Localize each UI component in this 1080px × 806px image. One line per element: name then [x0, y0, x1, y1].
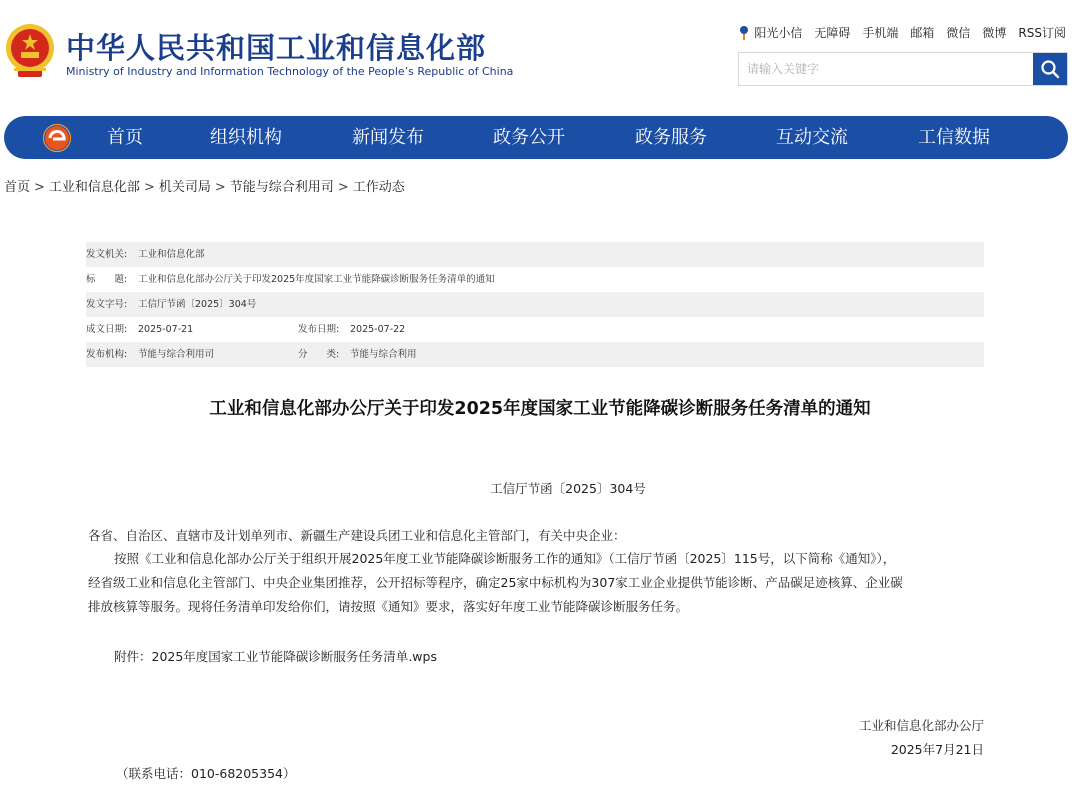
info-label: 发布日期: [298, 324, 340, 335]
breadcrumb-item[interactable]: 机关司局 [158, 180, 211, 195]
breadcrumb-separator: > [34, 180, 45, 195]
nav-gov-services[interactable]: 政务服务 [635, 127, 707, 148]
nav-interaction[interactable]: 互动交流 [776, 127, 848, 148]
breadcrumb-item[interactable]: 首页 [4, 180, 31, 195]
info-value: 工信厅节函〔2025〕304号 [138, 299, 257, 310]
info-value: 2025-07-21 [138, 324, 194, 335]
nav-data[interactable]: 工信数据 [918, 127, 990, 148]
breadcrumb-separator: > [214, 180, 226, 195]
toplink-mobile[interactable]: 手机端 [862, 26, 899, 40]
article-paragraph [88, 547, 988, 619]
toplink-email[interactable]: 邮箱 [910, 26, 935, 40]
main-nav [4, 116, 1068, 159]
paragraph-line: 排放核算等服务。现将任务清单印发给你们，请按照《通知》要求，落实好年度工业节能降碳诊断服务任务。 [88, 599, 689, 614]
toplink-label: 阳光小信 [754, 26, 803, 40]
sunshine-icon [738, 25, 750, 41]
signature-date: 2025年7月21日 [890, 742, 984, 757]
info-row-org [86, 342, 984, 367]
info-label: 发文字号: [86, 299, 128, 310]
paragraph-line: 按照《工业和信息化部办公厅关于组织开展2025年度工业节能降碳诊断服务工作的通知》（工信厅节函〔2025〕115号，以下简称《通知》）， [114, 551, 896, 566]
toplink-sunshine[interactable] [738, 24, 802, 41]
info-label: 成文日期: [86, 324, 128, 335]
document-info-table [86, 242, 984, 367]
info-value: 节能与综合利用 [350, 349, 417, 360]
info-row-title [86, 267, 984, 292]
info-value: 工业和信息化部办公厅关于印发2025年度国家工业节能降碳诊断服务任务清单的通知 [138, 274, 495, 285]
info-row-issuer [86, 242, 984, 267]
breadcrumb-item[interactable]: 工业和信息化部 [48, 180, 140, 195]
toplink-rss[interactable]: RSS订阅 [1018, 26, 1066, 40]
search-button[interactable] [1033, 53, 1067, 85]
nav-home[interactable]: 首页 [107, 127, 143, 148]
toplink-accessibility[interactable]: 无障碍 [814, 26, 851, 40]
info-label: 标 题: [86, 274, 128, 285]
info-row-docno [86, 292, 984, 317]
search-input[interactable] [739, 53, 1033, 85]
attachment-link[interactable]: 附件：2025年度国家工业节能降碳诊断服务任务清单.wps [114, 649, 437, 664]
info-value: 2025-07-22 [350, 324, 406, 335]
breadcrumb-separator: > [337, 180, 349, 195]
article-salutation: 各省、自治区、直辖市及计划单列市、新疆生产建设兵团工业和信息化主管部门，有关中央企业： [88, 528, 626, 543]
info-label: 发布机构: [86, 349, 128, 360]
breadcrumb-item[interactable]: 节能与综合利用司 [229, 180, 334, 195]
site-title[interactable]: 中华人民共和国工业和信息化部 [66, 31, 487, 65]
miit-logo-icon[interactable] [42, 123, 72, 153]
top-links [738, 24, 1066, 41]
contact-phone: （联系电话：010-68205354） [116, 766, 296, 781]
article-title: 工业和信息化部办公厅关于印发2025年度国家工业节能降碳诊断服务任务清单的通知 [209, 399, 871, 419]
site-subtitle: Ministry of Industry and Information Technology of the People’s Republic of China [66, 65, 514, 78]
toplink-weibo[interactable]: 微博 [982, 26, 1007, 40]
info-value: 工业和信息化部 [138, 249, 205, 260]
toplink-wechat[interactable]: 微信 [946, 26, 971, 40]
nav-gov-affairs[interactable]: 政务公开 [493, 127, 565, 148]
document-number: 工信厅节函〔2025〕304号 [490, 481, 646, 496]
national-emblem-icon [4, 22, 56, 80]
info-label: 分 类: [298, 349, 340, 360]
site-header [0, 0, 1080, 110]
nav-news[interactable]: 新闻发布 [352, 127, 424, 148]
breadcrumb-separator: > [143, 180, 155, 195]
search-icon [1040, 59, 1060, 79]
info-value: 节能与综合利用司 [138, 349, 215, 360]
info-label: 发文机关: [86, 249, 128, 260]
signature-org: 工业和信息化部办公厅 [858, 718, 984, 733]
breadcrumb-item[interactable]: 工作动态 [352, 180, 405, 195]
nav-organization[interactable]: 组织机构 [210, 127, 282, 148]
search-box [738, 52, 1068, 86]
breadcrumb [4, 176, 405, 195]
paragraph-line: 经省级工业和信息化主管部门、中央企业集团推荐，公开招标等程序，确定25家中标机构为307家工业企业提供节能诊断、产品碳足迹核算、企业碳 [88, 575, 903, 590]
info-row-dates [86, 317, 984, 342]
